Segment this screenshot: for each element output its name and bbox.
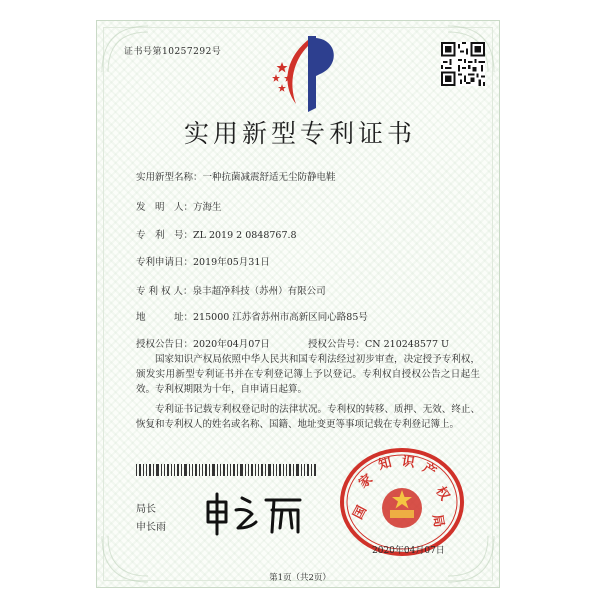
filing-date-row (136, 254, 270, 268)
patent-number-value: ZL 2019 2 0848767.8 (193, 230, 297, 241)
official-seal-icon (338, 446, 466, 556)
seal-date: 2020年04月07日 (372, 546, 445, 556)
patentee-value: 泉丰超净科技（苏州）有限公司 (192, 286, 326, 297)
grant-number-value: CN 210248577 U (365, 339, 450, 350)
grant-number-row (308, 336, 449, 350)
director-name: 申长雨 (136, 522, 166, 533)
grant-statement-paragraph: 国家知识产权局依照中华人民共和国专利法经过初步审查，决定授予专利权，颁发实用新型专利证书并在专利登记簿上予以登记。专利权自授权公告之日起生效。专利权期限为十年，自申请日起算。 (136, 354, 480, 395)
inventor-label: 发 明 人： (136, 202, 194, 213)
handwritten-signature (200, 488, 310, 538)
patent-office-logo-icon (268, 32, 340, 116)
qr-code-icon (441, 42, 485, 86)
svg-text:知: 知 (376, 455, 394, 474)
utility-model-name-value: 一种抗菌减震舒适无尘防静电鞋 (202, 172, 336, 183)
utility-model-name-label: 实用新型名称： (136, 172, 203, 183)
address-label: 地 址： (136, 312, 194, 323)
patentee-label: 专 利 权 人： (136, 286, 193, 297)
grant-date-value: 2020年04月07日 (193, 339, 270, 350)
address-value: 215000 江苏省苏州市高新区同心路85号 (193, 312, 368, 323)
director-title: 局长 (136, 504, 156, 515)
patent-number-row (136, 227, 297, 241)
grant-number-label: 授权公告号： (308, 339, 366, 350)
utility-model-name-row (136, 169, 336, 183)
svg-text:产: 产 (419, 460, 439, 481)
barcode-icon (136, 464, 316, 476)
certificate-number: 证书号第10257292号 (124, 47, 222, 57)
svg-text:家: 家 (356, 471, 376, 492)
patentee-row (136, 283, 326, 297)
page-footer: 第1页（共2页） (269, 573, 331, 583)
svg-text:识: 识 (400, 454, 416, 471)
filing-date-label: 专利申请日： (136, 257, 194, 268)
grant-date-label: 授权公告日： (136, 339, 194, 350)
certificate-title: 实用新型专利证书 (183, 119, 416, 148)
svg-text:权: 权 (432, 484, 452, 504)
svg-text:局: 局 (429, 513, 447, 529)
inventor-row (136, 199, 222, 213)
address-row (136, 309, 368, 323)
svg-text:国: 国 (350, 503, 371, 522)
grant-date-row (136, 336, 270, 350)
filing-date-value: 2019年05月31日 (193, 257, 270, 268)
patent-number-label: 专 利 号： (136, 230, 194, 241)
inventor-value: 方海生 (193, 202, 222, 213)
legal-status-paragraph: 专利证书记载专利权登记时的法律状况。专利权的转移、质押、无效、终止、恢复和专利权人的姓名或名称、国籍、地址变更等事项记载在专利登记簿上。 (136, 404, 480, 430)
